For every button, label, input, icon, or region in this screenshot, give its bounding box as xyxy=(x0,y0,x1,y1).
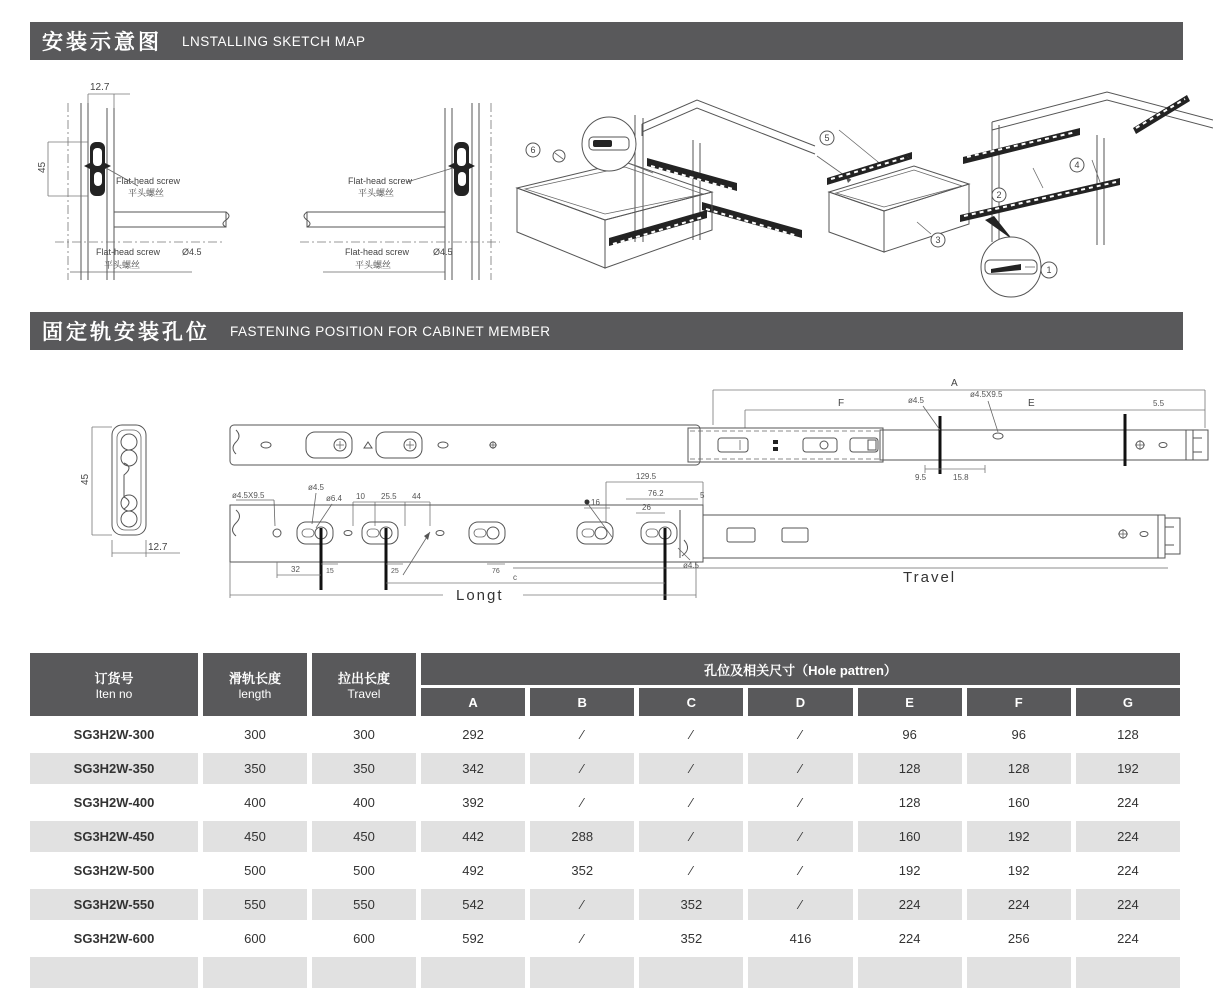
cell-item: SG3H2W-350 xyxy=(30,753,198,784)
profile-dim-12-7: 12.7 xyxy=(148,542,168,553)
dim-26: 26 xyxy=(642,503,651,512)
cell-d: ∕ xyxy=(748,821,852,852)
cell-travel: 400 xyxy=(312,787,416,818)
cell-item: SG3H2W-400 xyxy=(30,787,198,818)
section2-title-zh: 固定轨安装孔位 xyxy=(42,321,210,344)
cell-g: 224 xyxy=(1076,821,1180,852)
dim-25: 25 xyxy=(391,568,399,575)
cell-length: 500 xyxy=(203,855,307,886)
cell-length: 550 xyxy=(203,889,307,920)
bottom-screw-label-en: Flat-head screw xyxy=(345,247,410,257)
callout-3 xyxy=(917,222,945,247)
cross-section-sketch-left xyxy=(37,78,290,296)
cell-travel: 300 xyxy=(312,719,416,750)
cell-item: SG3H2W-300 xyxy=(30,719,198,750)
cell-travel xyxy=(312,957,416,988)
cell-c: ∕ xyxy=(639,719,743,750)
callout-2 xyxy=(992,188,1006,202)
cell-a: 392 xyxy=(421,787,525,818)
cell-d: ∕ xyxy=(748,855,852,886)
cell-b: ∕ xyxy=(530,889,634,920)
length-label: Longt xyxy=(456,587,504,604)
col-header-length-en: length xyxy=(238,687,272,701)
callout-6 xyxy=(526,143,540,157)
flat-head-screw-label-zh: 平头螺丝 xyxy=(358,188,395,198)
cell-d: ∕ xyxy=(748,889,852,920)
cell-a: 442 xyxy=(421,821,525,852)
cell-f xyxy=(967,957,1071,988)
dim-9-5: 9.5 xyxy=(915,473,927,482)
col-header-item xyxy=(30,653,198,716)
travel-label: Travel xyxy=(903,569,957,586)
cell-d xyxy=(748,957,852,988)
cell-f: 192 xyxy=(967,821,1071,852)
callout-4 xyxy=(1070,158,1084,172)
cell-g: 224 xyxy=(1076,923,1180,954)
col-header-e: E xyxy=(858,688,962,716)
col-header-travel-zh: 拉出长度 xyxy=(337,671,390,686)
keyhole-slot xyxy=(577,522,613,544)
drawer-box xyxy=(517,162,712,268)
cell-d: ∕ xyxy=(748,787,852,818)
callout-key-slot: ø4.5X9.5 xyxy=(232,491,265,500)
col-header-item-en: Iten no xyxy=(95,687,133,701)
col-header-f: F xyxy=(967,688,1071,716)
cell-c: ∕ xyxy=(639,753,743,784)
middle-member xyxy=(688,428,883,462)
callout-5 xyxy=(820,131,834,145)
bottom-screw-label-en: Flat-head screw xyxy=(96,247,161,257)
dim-f: F xyxy=(838,398,845,409)
table-row xyxy=(30,821,1180,852)
cell-c: 352 xyxy=(639,923,743,954)
cell-g: 224 xyxy=(1076,889,1180,920)
section1-title-zh: 安装示意图 xyxy=(42,31,162,54)
col-header-d: D xyxy=(748,688,852,716)
flat-head-screw-label-en: Flat-head screw xyxy=(116,176,181,186)
table-row xyxy=(30,855,1180,886)
col-header-g: G xyxy=(1076,688,1180,716)
callout-hole: ø4.5 xyxy=(308,483,325,492)
callout-2-label: 2 xyxy=(996,190,1002,200)
cell-travel: 450 xyxy=(312,821,416,852)
cell-travel: 600 xyxy=(312,923,416,954)
section-header-fastening xyxy=(30,312,1183,350)
callout-1 xyxy=(1041,262,1057,278)
dim-end: 5.5 xyxy=(1153,399,1165,408)
cell-e: 192 xyxy=(858,855,962,886)
profile-outline xyxy=(112,425,146,535)
cabinet-rail-near xyxy=(960,178,1120,222)
table-header-row-1 xyxy=(30,653,1180,685)
bottom-screw-label-zh: 平头螺丝 xyxy=(355,260,392,270)
cell-c: ∕ xyxy=(639,855,743,886)
callout-1-label: 1 xyxy=(1046,265,1052,275)
cell-a xyxy=(421,957,525,988)
flat-head-screw-label-en: Flat-head screw xyxy=(348,176,413,186)
screw-pin xyxy=(1092,160,1100,182)
callout-6-label: 6 xyxy=(530,145,536,155)
closed-slide-body xyxy=(230,425,700,465)
cell-c xyxy=(639,957,743,988)
cabinet-frame xyxy=(635,100,815,242)
dim-32: 32 xyxy=(291,565,300,574)
cell-f: 224 xyxy=(967,889,1071,920)
cell-item xyxy=(30,957,198,988)
screw-icon xyxy=(553,150,565,162)
table-row xyxy=(30,753,1180,784)
dim-10: 10 xyxy=(356,492,365,501)
cell-e: 96 xyxy=(858,719,962,750)
cell-c: 352 xyxy=(639,889,743,920)
section2-title-en: FASTENING POSITION FOR CABINET MEMBER xyxy=(230,323,551,339)
cell-g xyxy=(1076,957,1180,988)
callout-hole: ø4.5 xyxy=(908,396,925,405)
table-row xyxy=(30,923,1180,954)
section-header-installing xyxy=(30,22,1183,60)
cell-length: 600 xyxy=(203,923,307,954)
cabinet-member xyxy=(230,505,703,562)
detail-circle xyxy=(981,216,1041,297)
arrow-left xyxy=(84,163,90,169)
dim-16: 16 xyxy=(591,498,600,507)
col-header-travel xyxy=(312,653,416,716)
col-header-b: B xyxy=(530,688,634,716)
cell-g: 224 xyxy=(1076,787,1180,818)
col-header-hole-pattern: 孔位及相关尺寸（Hole pattren） xyxy=(421,653,1180,685)
cell-travel: 500 xyxy=(312,855,416,886)
callout-5-label: 5 xyxy=(824,133,830,143)
cell-b: ∕ xyxy=(530,923,634,954)
dim-76: 76 xyxy=(492,568,500,575)
cell-e: 160 xyxy=(858,821,962,852)
dim-12-7-label: 12.7 xyxy=(90,82,110,93)
keyhole-slot xyxy=(469,522,505,544)
drawer-bottom-board xyxy=(304,212,445,227)
dim-15-8: 15.8 xyxy=(953,473,969,482)
callout-3-label: 3 xyxy=(935,235,941,245)
cell-length xyxy=(203,957,307,988)
cell-b: 352 xyxy=(530,855,634,886)
cell-b: 288 xyxy=(530,821,634,852)
cell-b: ∕ xyxy=(530,719,634,750)
callout-big-hole: ø6.4 xyxy=(326,494,343,503)
cell-d: ∕ xyxy=(748,753,852,784)
dim-45-label: 45 xyxy=(37,161,48,173)
cell-item: SG3H2W-450 xyxy=(30,821,198,852)
profile-dim-45: 45 xyxy=(80,473,91,485)
table-row xyxy=(30,889,1180,920)
diagonal-pointer xyxy=(403,532,430,575)
cell-b: ∕ xyxy=(530,753,634,784)
cell-f: 96 xyxy=(967,719,1071,750)
cell-length: 300 xyxy=(203,719,307,750)
cell-e: 224 xyxy=(858,923,962,954)
cell-b xyxy=(530,957,634,988)
dim-c: c xyxy=(513,573,517,582)
arrow-left xyxy=(448,163,454,169)
col-header-a: A xyxy=(421,688,525,716)
cell-e: 128 xyxy=(858,787,962,818)
keyhole-slot xyxy=(362,522,398,544)
cabinet-rail-far xyxy=(963,128,1080,164)
keyhole-slot xyxy=(641,522,677,544)
cell-d: 416 xyxy=(748,923,852,954)
spec-table xyxy=(25,650,1185,991)
inner-member xyxy=(703,515,1180,558)
cell-e xyxy=(858,957,962,988)
rail-side-view-bottom xyxy=(228,468,1213,643)
keyhole-slot xyxy=(297,522,333,544)
flat-head-screw-label-zh: 平头螺丝 xyxy=(128,188,165,198)
arrow-right xyxy=(105,163,111,169)
cell-e: 224 xyxy=(858,889,962,920)
cell-item: SG3H2W-600 xyxy=(30,923,198,954)
cell-f: 128 xyxy=(967,753,1071,784)
table-row xyxy=(30,719,1180,750)
col-header-travel-en: Travel xyxy=(347,687,381,701)
dim-a: A xyxy=(951,378,958,389)
cross-section-sketch-right xyxy=(295,78,520,296)
inner-member xyxy=(880,430,1208,460)
cell-item: SG3H2W-500 xyxy=(30,855,198,886)
profile-cross-section xyxy=(40,395,225,585)
dim-25-5: 25.5 xyxy=(381,492,397,501)
dim-129-5: 129.5 xyxy=(636,472,657,481)
cell-g: 128 xyxy=(1076,719,1180,750)
screw-pin xyxy=(1033,168,1043,188)
cabinet-frame xyxy=(992,92,1213,245)
dim-76-2: 76.2 xyxy=(648,489,664,498)
cell-a: 492 xyxy=(421,855,525,886)
cell-f: 256 xyxy=(967,923,1071,954)
cell-d: ∕ xyxy=(748,719,852,750)
iso-sketch-exploded xyxy=(817,80,1213,315)
cell-a: 592 xyxy=(421,923,525,954)
table-row-empty xyxy=(30,957,1180,988)
cell-length: 450 xyxy=(203,821,307,852)
callout-4-label: 4 xyxy=(1074,160,1080,170)
col-header-item-zh: 订货号 xyxy=(94,671,134,686)
section1-title-en: LNSTALLING SKETCH MAP xyxy=(182,33,366,49)
cell-travel: 350 xyxy=(312,753,416,784)
cell-f: 160 xyxy=(967,787,1071,818)
bottom-screw-label-zh: 平头螺丝 xyxy=(104,260,141,270)
cell-a: 292 xyxy=(421,719,525,750)
bottom-screw-spec: Ø4.5 xyxy=(182,247,202,257)
cell-g: 192 xyxy=(1076,753,1180,784)
col-header-length-zh: 滑轨长度 xyxy=(228,671,281,686)
cell-f: 192 xyxy=(967,855,1071,886)
cell-e: 128 xyxy=(858,753,962,784)
dim-44: 44 xyxy=(412,492,421,501)
cell-length: 400 xyxy=(203,787,307,818)
dim-e: E xyxy=(1028,398,1035,409)
cell-g: 224 xyxy=(1076,855,1180,886)
cabinet-rail-lower xyxy=(702,202,802,238)
cell-b: ∕ xyxy=(530,787,634,818)
bottom-screw-spec: Ø4.5 xyxy=(433,247,453,257)
dim-5: 5 xyxy=(700,491,705,500)
cell-length: 350 xyxy=(203,753,307,784)
cell-c: ∕ xyxy=(639,787,743,818)
col-header-length xyxy=(203,653,307,716)
table-row xyxy=(30,787,1180,818)
cell-a: 342 xyxy=(421,753,525,784)
callout-slot: ø4.5X9.5 xyxy=(970,390,1003,399)
dim-15: 15 xyxy=(326,568,334,575)
col-header-c: C xyxy=(639,688,743,716)
callout-hole2: ø4.5 xyxy=(683,561,700,570)
cell-item: SG3H2W-550 xyxy=(30,889,198,920)
cell-travel: 550 xyxy=(312,889,416,920)
iso-sketch-mounted xyxy=(497,80,817,305)
cell-a: 542 xyxy=(421,889,525,920)
drawer-bottom-board xyxy=(114,212,229,227)
cell-c: ∕ xyxy=(639,821,743,852)
